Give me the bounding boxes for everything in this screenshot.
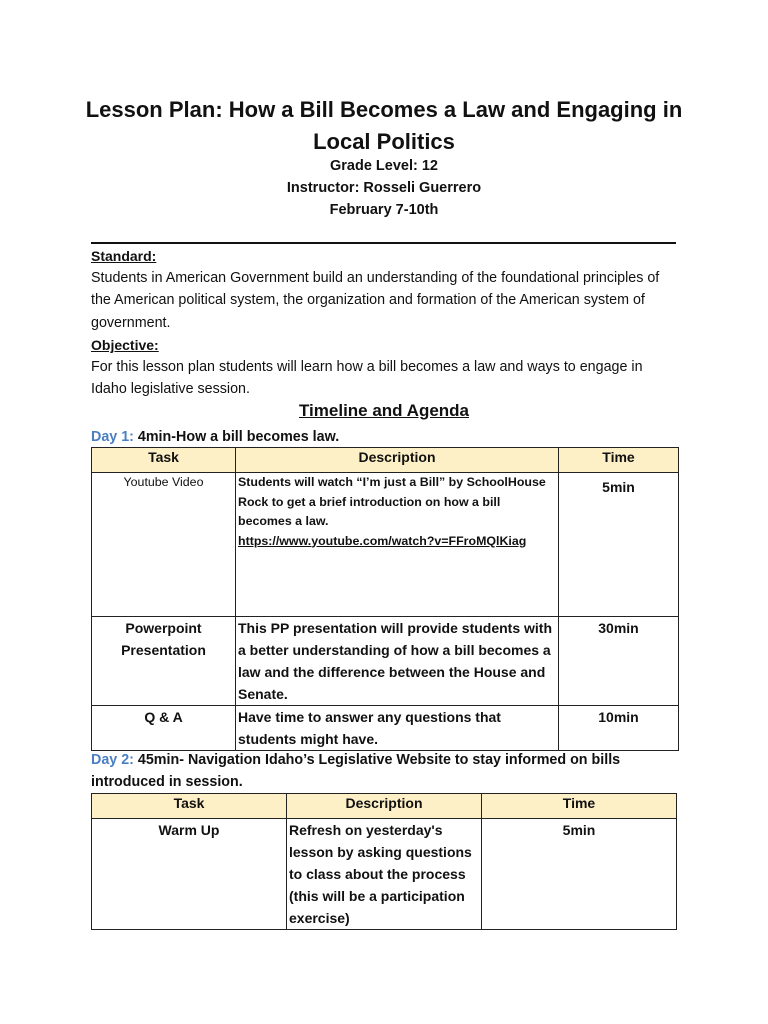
table-row [92,473,679,617]
description-cell: Have time to answer any questions that students might have. [236,706,559,751]
day2-text: 45min- Navigation Idaho’s Legislative Website to stay informed on bills introduced in session. [91,752,621,790]
day1-heading [91,426,676,448]
description-text: Students will watch “I’m just a Bill” by SchoolHouse Rock to get a brief introduction on how a bill becomes a law. [238,475,546,528]
description-cell: Refresh on yesterday's lesson by asking questions to class about the process (this will be a participation exercise) [287,819,482,930]
task-cell: Q & A [92,706,236,751]
standard-label: Standard: [91,248,157,264]
day2-heading [91,749,676,793]
task-cell: Powerpoint Presentation [92,617,236,706]
agenda-title: Timeline and Agenda [298,401,470,420]
table-row [92,819,677,930]
header-task: Task [92,794,287,819]
header-time: Time [559,448,679,473]
day1-text: 4min-How a bill becomes law. [133,429,340,445]
time-cell: 5min [559,473,679,617]
time-cell: 30min [559,617,679,706]
grade-level: Grade Level: 12 [330,158,438,174]
day1-table [91,447,679,751]
youtube-link[interactable]: https://www.youtube.com/watch?v=FFroMQlKiag [238,533,527,548]
table-row [92,617,679,706]
document-title: Lesson Plan: How a Bill Becomes a Law and Engaging in Local Politics [85,97,683,154]
description-cell: This PP presentation will provide students with a better understanding of how a bill becomes a law and the difference between the House and Senate. [236,617,559,706]
divider-line [91,242,676,244]
day2-table [91,793,677,930]
description-cell [236,473,559,617]
task-cell: Warm Up [92,819,287,930]
time-cell: 10min [559,706,679,751]
day1-label: Day 1: [91,429,134,445]
task-cell: Youtube Video [92,473,236,617]
time-cell: 5min [482,819,677,930]
table-row [92,706,679,751]
instructor: Instructor: Rosseli Guerrero [286,180,482,196]
header-description: Description [236,448,559,473]
header-task: Task [92,448,236,473]
day2-label: Day 2: [91,752,134,768]
dates: February 7-10th [329,202,439,218]
header-description: Description [287,794,482,819]
objective-text: For this lesson plan students will learn how a bill becomes a law and ways to engage in Idaho legislative session. [91,359,643,398]
table-header-row [92,794,677,819]
header-time: Time [482,794,677,819]
table-header-row [92,448,679,473]
standard-text: Students in American Government build an understanding of the foundational principles of the American political system, the organization and formation of the American system of government. [91,270,660,331]
objective-label: Objective: [91,337,159,353]
